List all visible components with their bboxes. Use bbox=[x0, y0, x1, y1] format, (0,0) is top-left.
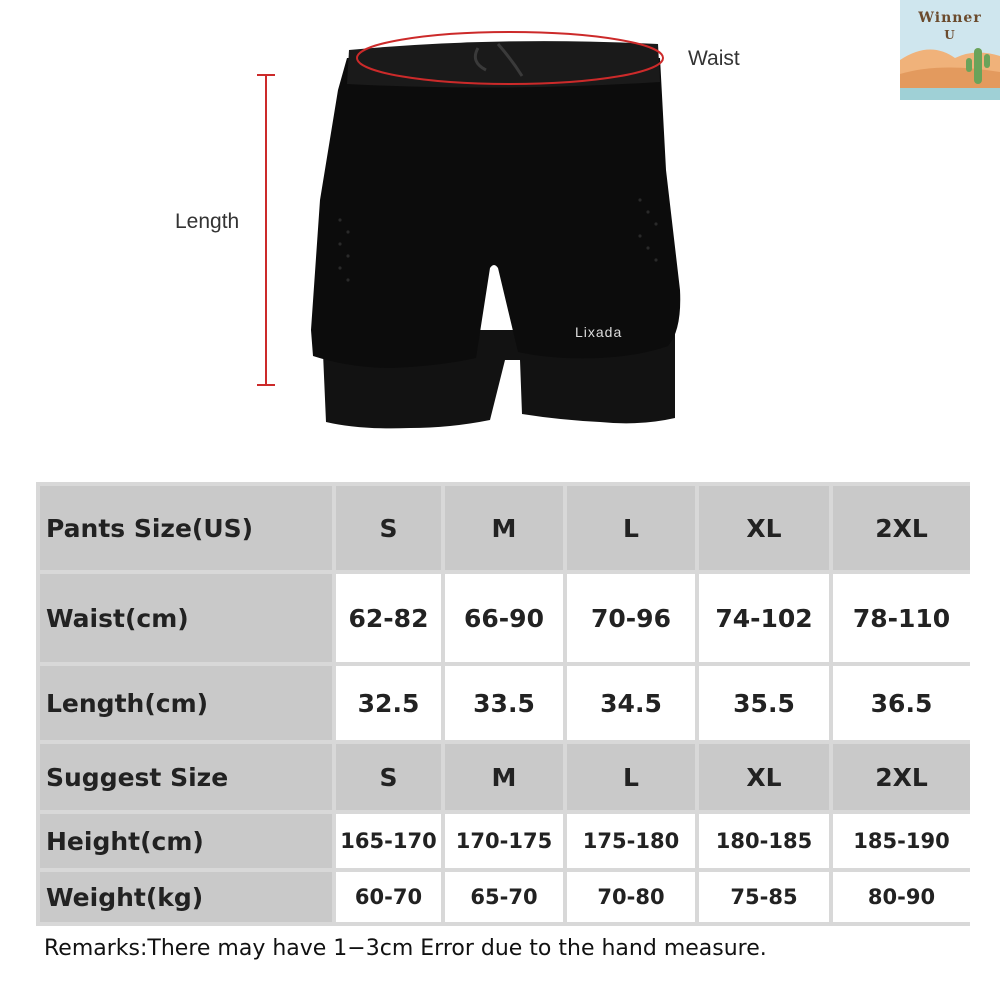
value-cell: 36.5 bbox=[833, 666, 970, 740]
shorts-illustration bbox=[0, 0, 1000, 470]
size-chart-row bbox=[40, 814, 970, 868]
value-cell: 65-70 bbox=[445, 872, 563, 922]
value-cell: 70-80 bbox=[567, 872, 695, 922]
value-cell: 35.5 bbox=[699, 666, 829, 740]
size-chart-row bbox=[40, 666, 970, 740]
brand-logo-text: Lixada bbox=[575, 324, 623, 340]
watermark-line1: Winner bbox=[918, 10, 982, 26]
size-chart-row bbox=[40, 486, 970, 570]
length-label: Length bbox=[175, 210, 240, 233]
row-label: Height(cm) bbox=[40, 814, 332, 868]
value-cell: 70-96 bbox=[567, 574, 695, 662]
size-chart-row bbox=[40, 574, 970, 662]
value-cell: 180-185 bbox=[699, 814, 829, 868]
size-header-cell: L bbox=[567, 486, 695, 570]
winner-u-badge bbox=[900, 0, 1000, 100]
value-cell: 78-110 bbox=[833, 574, 970, 662]
row-label: Length(cm) bbox=[40, 666, 332, 740]
size-chart-row bbox=[40, 872, 970, 922]
size-header-cell: S bbox=[336, 744, 441, 810]
size-chart-table bbox=[36, 482, 970, 926]
size-header-cell: XL bbox=[699, 744, 829, 810]
size-header-cell: 2XL bbox=[833, 744, 970, 810]
value-cell: 62-82 bbox=[336, 574, 441, 662]
product-image-area bbox=[0, 0, 1000, 470]
row-label: Waist(cm) bbox=[40, 574, 332, 662]
value-cell: 75-85 bbox=[699, 872, 829, 922]
value-cell: 60-70 bbox=[336, 872, 441, 922]
waist-label: Waist bbox=[688, 47, 740, 70]
value-cell: 33.5 bbox=[445, 666, 563, 740]
value-cell: 34.5 bbox=[567, 666, 695, 740]
value-cell: 74-102 bbox=[699, 574, 829, 662]
waistband bbox=[347, 41, 660, 87]
row-label: Pants Size(US) bbox=[40, 486, 332, 570]
size-header-cell: 2XL bbox=[833, 486, 970, 570]
watermark-line2: U bbox=[944, 28, 956, 42]
value-cell: 32.5 bbox=[336, 666, 441, 740]
value-cell: 170-175 bbox=[445, 814, 563, 868]
row-label: Suggest Size bbox=[40, 744, 332, 810]
size-header-cell: S bbox=[336, 486, 441, 570]
size-header-cell: XL bbox=[699, 486, 829, 570]
size-chart-row bbox=[40, 744, 970, 810]
value-cell: 66-90 bbox=[445, 574, 563, 662]
size-header-cell: L bbox=[567, 744, 695, 810]
row-label: Weight(kg) bbox=[40, 872, 332, 922]
size-header-cell: M bbox=[445, 486, 563, 570]
size-chart-body bbox=[40, 486, 970, 922]
size-header-cell: M bbox=[445, 744, 563, 810]
value-cell: 165-170 bbox=[336, 814, 441, 868]
outer-shorts bbox=[311, 58, 680, 368]
remarks-text: Remarks:There may have 1−3cm Error due to the hand measure. bbox=[44, 936, 767, 961]
value-cell: 80-90 bbox=[833, 872, 970, 922]
value-cell: 185-190 bbox=[833, 814, 970, 868]
value-cell: 175-180 bbox=[567, 814, 695, 868]
